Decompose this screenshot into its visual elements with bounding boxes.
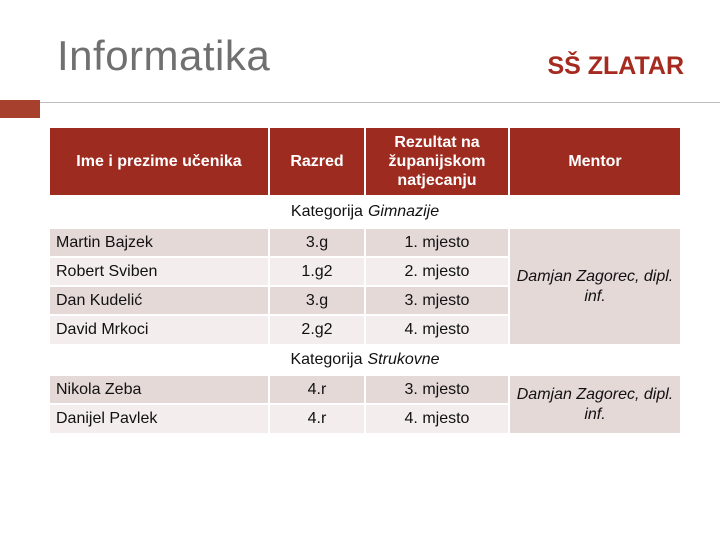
student-class: 3.g: [270, 287, 364, 314]
student-name: Dan Kudelić: [50, 287, 268, 314]
category-row: [50, 346, 680, 374]
category-name: Gimnazije: [367, 203, 440, 220]
student-result: 4. mjesto: [366, 316, 508, 344]
student-result: 3. mjesto: [366, 287, 508, 314]
student-name: Robert Sviben: [50, 258, 268, 285]
header-name: Ime i prezime učenika: [50, 128, 268, 195]
student-name: Danijel Pavlek: [50, 405, 268, 433]
category-row: [50, 197, 680, 227]
student-name: Nikola Zeba: [50, 376, 268, 403]
student-result: 1. mjesto: [366, 229, 508, 256]
category-label: Kategorija: [290, 203, 363, 220]
school-name: SŠ ZLATAR: [547, 52, 684, 80]
category-name: Strukovne: [367, 351, 440, 368]
header-result: Rezultat na županijskom natjecanju: [366, 128, 508, 195]
slide-title: Informatika: [57, 32, 271, 79]
student-result: 2. mjesto: [366, 258, 508, 285]
student-name: Martin Bajzek: [50, 229, 268, 256]
category-label: Kategorija: [290, 351, 363, 368]
student-class: 1.g2: [270, 258, 364, 285]
student-class: 2.g2: [270, 316, 364, 344]
header-class: Razred: [270, 128, 364, 195]
mentor-cell: Damjan Zagorec, dipl. inf.: [510, 376, 680, 433]
student-class: 4.r: [270, 405, 364, 433]
accent-bar: [0, 100, 40, 118]
student-result: 3. mjesto: [366, 376, 508, 403]
student-name: David Mrkoci: [50, 316, 268, 344]
title-divider: [0, 102, 720, 103]
student-class: 3.g: [270, 229, 364, 256]
student-result: 4. mjesto: [366, 405, 508, 433]
student-class: 4.r: [270, 376, 364, 403]
header-mentor: Mentor: [510, 128, 680, 195]
mentor-cell: Damjan Zagorec, dipl. inf.: [510, 229, 680, 344]
